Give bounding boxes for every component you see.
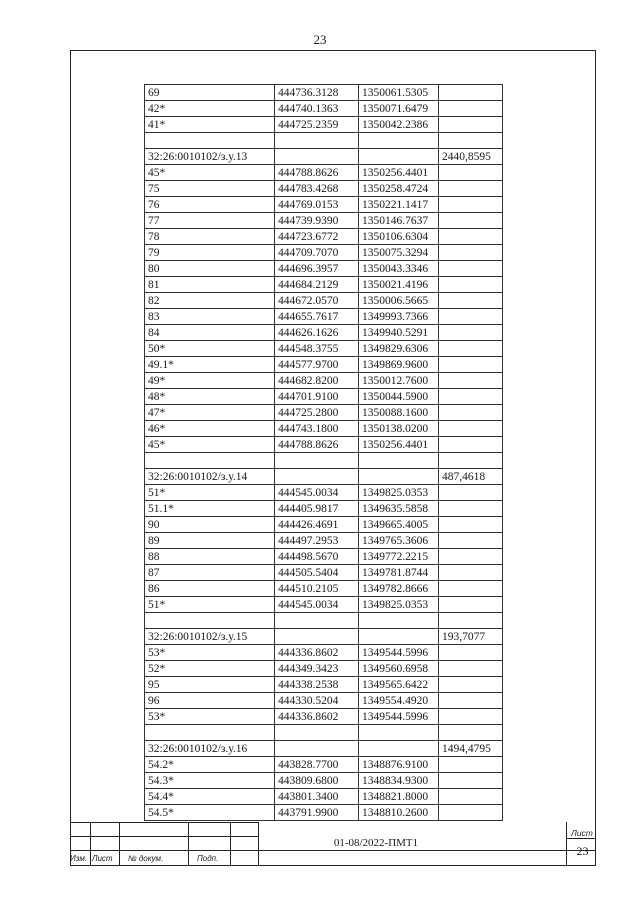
- point-number-cell: 48*: [145, 389, 275, 405]
- table-cell: [359, 725, 439, 741]
- area-cell: [439, 101, 503, 117]
- spacer-row: [145, 725, 503, 741]
- point-number-cell: 50*: [145, 341, 275, 357]
- point-number-cell: 87: [145, 565, 275, 581]
- y-coordinate-cell: 1350044.5900: [359, 389, 439, 405]
- table-cell: [275, 613, 359, 629]
- area-cell: [439, 501, 503, 517]
- x-coordinate-cell: [275, 469, 359, 485]
- area-cell: [439, 485, 503, 501]
- y-coordinate-cell: 1350256.4401: [359, 165, 439, 181]
- table-row: [145, 229, 503, 245]
- table-cell: [145, 725, 275, 741]
- area-cell: [439, 661, 503, 677]
- point-number-cell: 78: [145, 229, 275, 245]
- area-cell: 193,7077: [439, 629, 503, 645]
- document-code: 01-08/2022-ПМТ1: [333, 837, 419, 849]
- point-number-cell: 89: [145, 533, 275, 549]
- point-number-cell: 95: [145, 677, 275, 693]
- table-row: [145, 341, 503, 357]
- y-coordinate-cell: 1349825.0353: [359, 485, 439, 501]
- table-row: [145, 501, 503, 517]
- area-cell: [439, 261, 503, 277]
- y-coordinate-cell: 1349772.2215: [359, 549, 439, 565]
- x-coordinate-cell: 444497.2953: [275, 533, 359, 549]
- x-coordinate-cell: 444577.9700: [275, 357, 359, 373]
- x-coordinate-cell: 444788.8626: [275, 437, 359, 453]
- x-coordinate-cell: 444336.8602: [275, 709, 359, 725]
- area-cell: [439, 789, 503, 805]
- x-coordinate-cell: 444505.5404: [275, 565, 359, 581]
- point-number-cell: 54.5*: [145, 805, 275, 821]
- y-coordinate-cell: 1349765.3606: [359, 533, 439, 549]
- title-block-line: [230, 822, 231, 866]
- area-cell: 1494,4795: [439, 741, 503, 757]
- area-cell: [439, 709, 503, 725]
- point-number-cell: 46*: [145, 421, 275, 437]
- table-row: [145, 693, 503, 709]
- y-coordinate-cell: 1349825.0353: [359, 597, 439, 613]
- table-row: [145, 165, 503, 181]
- area-cell: 487,4618: [439, 469, 503, 485]
- point-number-cell: 75: [145, 181, 275, 197]
- point-number-cell: 54.4*: [145, 789, 275, 805]
- table-row: [145, 373, 503, 389]
- y-coordinate-cell: 1350138.0200: [359, 421, 439, 437]
- page-number-top: 23: [313, 32, 327, 47]
- x-coordinate-cell: 443791.9900: [275, 805, 359, 821]
- table-row: [145, 213, 503, 229]
- x-coordinate-cell: 444510.2105: [275, 581, 359, 597]
- stamp-doc-number-label: № докум.: [128, 854, 164, 863]
- parcel-id-cell: 32:26:0010102/з.у.13: [145, 149, 275, 165]
- y-coordinate-cell: [359, 149, 439, 165]
- table-cell: [359, 453, 439, 469]
- x-coordinate-cell: [275, 741, 359, 757]
- parcel-header-row: [145, 469, 503, 485]
- area-cell: [439, 165, 503, 181]
- area-cell: [439, 773, 503, 789]
- table-row: [145, 293, 503, 309]
- table-row: [145, 261, 503, 277]
- x-coordinate-cell: 443828.7700: [275, 757, 359, 773]
- y-coordinate-cell: 1350006.5665: [359, 293, 439, 309]
- x-coordinate-cell: 444349.3423: [275, 661, 359, 677]
- table-row: [145, 245, 503, 261]
- point-number-cell: 82: [145, 293, 275, 309]
- y-coordinate-cell: 1350043.3346: [359, 261, 439, 277]
- table-cell: [145, 613, 275, 629]
- area-cell: [439, 373, 503, 389]
- title-block-line: [188, 822, 189, 866]
- y-coordinate-cell: 1348834.9300: [359, 773, 439, 789]
- y-coordinate-cell: 1349993.7366: [359, 309, 439, 325]
- y-coordinate-cell: 1350146.7637: [359, 213, 439, 229]
- area-cell: [439, 229, 503, 245]
- x-coordinate-cell: 443809.6800: [275, 773, 359, 789]
- point-number-cell: 76: [145, 197, 275, 213]
- parcel-id-cell: 32:26:0010102/з.у.16: [145, 741, 275, 757]
- area-cell: [439, 181, 503, 197]
- table-cell: [145, 133, 275, 149]
- table-cell: [359, 133, 439, 149]
- x-coordinate-cell: 444684.2129: [275, 277, 359, 293]
- y-coordinate-cell: 1349560.6958: [359, 661, 439, 677]
- area-cell: [439, 309, 503, 325]
- y-coordinate-cell: 1349544.5996: [359, 709, 439, 725]
- table-row: [145, 325, 503, 341]
- y-coordinate-cell: [359, 629, 439, 645]
- y-coordinate-cell: 1348810.2600: [359, 805, 439, 821]
- area-cell: [439, 437, 503, 453]
- x-coordinate-cell: 444405.9817: [275, 501, 359, 517]
- table-row: [145, 85, 503, 101]
- point-number-cell: 84: [145, 325, 275, 341]
- table-row: [145, 709, 503, 725]
- x-coordinate-cell: 444498.5670: [275, 549, 359, 565]
- table-row: [145, 773, 503, 789]
- y-coordinate-cell: 1349781.8744: [359, 565, 439, 581]
- table-row: [145, 597, 503, 613]
- table-row: [145, 197, 503, 213]
- area-cell: [439, 677, 503, 693]
- area-cell: [439, 117, 503, 133]
- title-block-line: [566, 822, 567, 866]
- y-coordinate-cell: 1349869.9600: [359, 357, 439, 373]
- area-cell: [439, 389, 503, 405]
- x-coordinate-cell: [275, 149, 359, 165]
- table-row: [145, 677, 503, 693]
- y-coordinate-cell: 1349829.6306: [359, 341, 439, 357]
- area-cell: [439, 517, 503, 533]
- y-coordinate-cell: 1348821.8000: [359, 789, 439, 805]
- x-coordinate-cell: 444783.4268: [275, 181, 359, 197]
- area-cell: [439, 341, 503, 357]
- point-number-cell: 54.3*: [145, 773, 275, 789]
- point-number-cell: 45*: [145, 165, 275, 181]
- point-number-cell: 53*: [145, 645, 275, 661]
- parcel-id-cell: 32:26:0010102/з.у.14: [145, 469, 275, 485]
- y-coordinate-cell: 1350071.6479: [359, 101, 439, 117]
- title-block-line: [70, 850, 596, 851]
- area-cell: [439, 357, 503, 373]
- table-row: [145, 101, 503, 117]
- table-row: [145, 517, 503, 533]
- area-cell: [439, 533, 503, 549]
- parcel-header-row: [145, 149, 503, 165]
- table-cell: [439, 133, 503, 149]
- area-cell: [439, 197, 503, 213]
- x-coordinate-cell: 444682.8200: [275, 373, 359, 389]
- table-row: [145, 645, 503, 661]
- point-number-cell: 52*: [145, 661, 275, 677]
- area-cell: 2440,8595: [439, 149, 503, 165]
- x-coordinate-cell: 444723.6772: [275, 229, 359, 245]
- title-block-line: [119, 822, 120, 866]
- table-row: [145, 421, 503, 437]
- x-coordinate-cell: 444788.8626: [275, 165, 359, 181]
- table-cell: [439, 613, 503, 629]
- x-coordinate-cell: 444743.1800: [275, 421, 359, 437]
- point-number-cell: 51.1*: [145, 501, 275, 517]
- point-number-cell: 96: [145, 693, 275, 709]
- table-row: [145, 581, 503, 597]
- point-number-cell: 53*: [145, 709, 275, 725]
- table-row: [145, 277, 503, 293]
- x-coordinate-cell: 444725.2359: [275, 117, 359, 133]
- y-coordinate-cell: 1349665.4005: [359, 517, 439, 533]
- point-number-cell: 51*: [145, 597, 275, 613]
- y-coordinate-cell: [359, 469, 439, 485]
- x-coordinate-cell: 444696.3957: [275, 261, 359, 277]
- table-row: [145, 757, 503, 773]
- area-cell: [439, 245, 503, 261]
- y-coordinate-cell: 1350088.1600: [359, 405, 439, 421]
- table-row: [145, 485, 503, 501]
- x-coordinate-cell: 444701.9100: [275, 389, 359, 405]
- area-cell: [439, 405, 503, 421]
- table-row: [145, 117, 503, 133]
- x-coordinate-cell: 444709.7070: [275, 245, 359, 261]
- table-cell: [275, 133, 359, 149]
- y-coordinate-cell: 1350021.4196: [359, 277, 439, 293]
- point-number-cell: 79: [145, 245, 275, 261]
- point-number-cell: 69: [145, 85, 275, 101]
- area-cell: [439, 757, 503, 773]
- area-cell: [439, 805, 503, 821]
- stamp-list-label: Лист: [92, 854, 113, 863]
- x-coordinate-cell: 444740.1363: [275, 101, 359, 117]
- y-coordinate-cell: 1350042.2386: [359, 117, 439, 133]
- title-block-line: [90, 822, 91, 866]
- y-coordinate-cell: 1348876.9100: [359, 757, 439, 773]
- area-cell: [439, 693, 503, 709]
- area-cell: [439, 213, 503, 229]
- point-number-cell: 88: [145, 549, 275, 565]
- x-coordinate-cell: 444736.3128: [275, 85, 359, 101]
- table-row: [145, 309, 503, 325]
- point-number-cell: 47*: [145, 405, 275, 421]
- table-cell: [439, 725, 503, 741]
- y-coordinate-cell: 1349544.5996: [359, 645, 439, 661]
- stamp-signature-label: Подп.: [197, 854, 219, 863]
- point-number-cell: 49*: [145, 373, 275, 389]
- table-row: [145, 181, 503, 197]
- stamp-izm-label: Изм.: [70, 854, 88, 863]
- area-cell: [439, 645, 503, 661]
- area-cell: [439, 421, 503, 437]
- x-coordinate-cell: 444672.0570: [275, 293, 359, 309]
- table-row: [145, 533, 503, 549]
- point-number-cell: 51*: [145, 485, 275, 501]
- y-coordinate-cell: 1349635.5858: [359, 501, 439, 517]
- parcel-header-row: [145, 741, 503, 757]
- table-cell: [275, 725, 359, 741]
- point-number-cell: 77: [145, 213, 275, 229]
- x-coordinate-cell: 444725.2800: [275, 405, 359, 421]
- y-coordinate-cell: 1350012.7600: [359, 373, 439, 389]
- point-number-cell: 45*: [145, 437, 275, 453]
- x-coordinate-cell: 444626.1626: [275, 325, 359, 341]
- x-coordinate-cell: 444769.0153: [275, 197, 359, 213]
- point-number-cell: 42*: [145, 101, 275, 117]
- y-coordinate-cell: 1350106.6304: [359, 229, 439, 245]
- table-row: [145, 389, 503, 405]
- y-coordinate-cell: 1350061.5305: [359, 85, 439, 101]
- table-cell: [145, 453, 275, 469]
- table-cell: [275, 453, 359, 469]
- table-row: [145, 357, 503, 373]
- point-number-cell: 83: [145, 309, 275, 325]
- area-cell: [439, 581, 503, 597]
- spacer-row: [145, 133, 503, 149]
- sheet-label: Лист: [571, 828, 593, 838]
- table-row: [145, 789, 503, 805]
- y-coordinate-cell: 1350258.4724: [359, 181, 439, 197]
- area-cell: [439, 597, 503, 613]
- point-number-cell: 90: [145, 517, 275, 533]
- y-coordinate-cell: 1349554.4920: [359, 693, 439, 709]
- x-coordinate-cell: 444545.0034: [275, 485, 359, 501]
- parcel-header-row: [145, 629, 503, 645]
- point-number-cell: 80: [145, 261, 275, 277]
- x-coordinate-cell: 444330.5204: [275, 693, 359, 709]
- x-coordinate-cell: 443801.3400: [275, 789, 359, 805]
- y-coordinate-cell: 1350221.1417: [359, 197, 439, 213]
- table-cell: [359, 613, 439, 629]
- y-coordinate-cell: 1349782.8666: [359, 581, 439, 597]
- x-coordinate-cell: 444426.4691: [275, 517, 359, 533]
- x-coordinate-cell: [275, 629, 359, 645]
- title-block: [70, 822, 596, 866]
- area-cell: [439, 325, 503, 341]
- table-cell: [439, 453, 503, 469]
- table-row: [145, 405, 503, 421]
- point-number-cell: 41*: [145, 117, 275, 133]
- y-coordinate-cell: 1349940.5291: [359, 325, 439, 341]
- parcel-id-cell: 32:26:0010102/з.у.15: [145, 629, 275, 645]
- table-row: [145, 549, 503, 565]
- coordinates-table: [144, 84, 503, 821]
- y-coordinate-cell: 1350075.3294: [359, 245, 439, 261]
- area-cell: [439, 293, 503, 309]
- sheet-number: 23: [576, 844, 589, 858]
- y-coordinate-cell: [359, 741, 439, 757]
- x-coordinate-cell: 444545.0034: [275, 597, 359, 613]
- title-block-line: [566, 838, 596, 839]
- x-coordinate-cell: 444338.2538: [275, 677, 359, 693]
- y-coordinate-cell: 1349565.6422: [359, 677, 439, 693]
- area-cell: [439, 277, 503, 293]
- table-row: [145, 661, 503, 677]
- x-coordinate-cell: 444336.8602: [275, 645, 359, 661]
- x-coordinate-cell: 444548.3755: [275, 341, 359, 357]
- spacer-row: [145, 453, 503, 469]
- x-coordinate-cell: 444739.9390: [275, 213, 359, 229]
- y-coordinate-cell: 1350256.4401: [359, 437, 439, 453]
- area-cell: [439, 549, 503, 565]
- point-number-cell: 54.2*: [145, 757, 275, 773]
- point-number-cell: 81: [145, 277, 275, 293]
- area-cell: [439, 565, 503, 581]
- x-coordinate-cell: 444655.7617: [275, 309, 359, 325]
- area-cell: [439, 85, 503, 101]
- spacer-row: [145, 613, 503, 629]
- table-row: [145, 565, 503, 581]
- table-row: [145, 805, 503, 821]
- point-number-cell: 86: [145, 581, 275, 597]
- point-number-cell: 49.1*: [145, 357, 275, 373]
- table-row: [145, 437, 503, 453]
